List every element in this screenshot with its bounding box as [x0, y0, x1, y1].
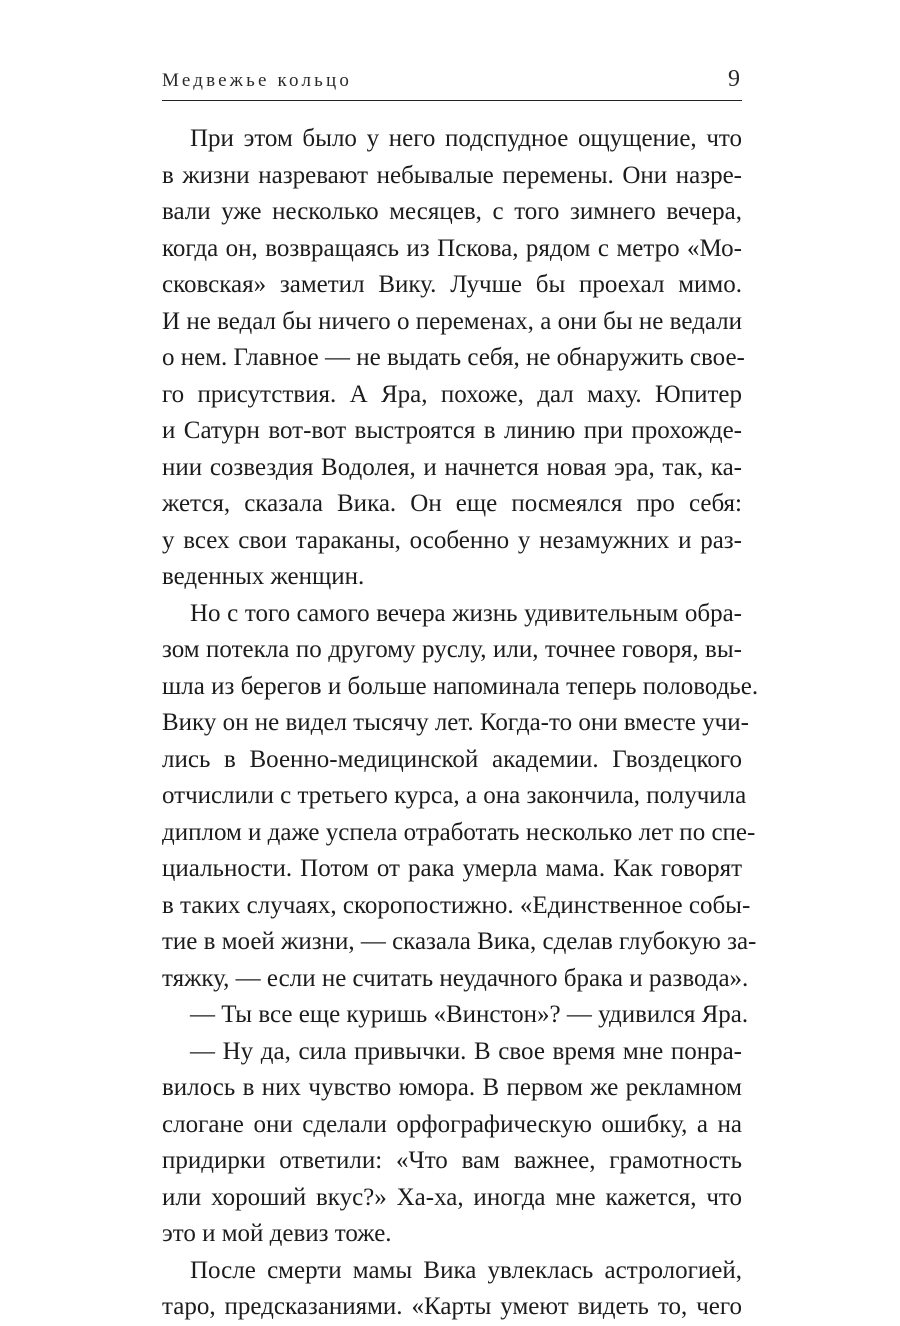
text-line: придирки ответили: «Что вам важнее, грамотность: [162, 1147, 742, 1174]
text-line: у всех свои тараканы, особенно у незамужних и раз-: [162, 526, 742, 554]
text-line: слогане они сделали орфографическую ошибку, а на: [162, 1110, 742, 1138]
text-line: и Сатурн вот-вот выстроятся в линию при прохожде-: [162, 417, 742, 444]
text-line: жется, сказала Вика. Он еще посмеялся про себя:: [162, 490, 742, 517]
text-line: лись в Военно-медицинской академии. Гвоздецкого: [162, 745, 742, 773]
paragraph: [162, 1253, 742, 1326]
dialogue-paragraph: [162, 997, 749, 1034]
dialogue-paragraph: [162, 1034, 742, 1253]
text-line: когда он, возвращаясь из Пскова, рядом с метро «Мо-: [162, 234, 742, 262]
body-text: [162, 121, 759, 1326]
text-line: — Ну да, сила привычки. В свое время мне понра-: [190, 1037, 742, 1065]
text-line: вали уже несколько месяцев, с того зимнего вечера,: [162, 198, 742, 225]
text-line: или хороший вкус?» Ха-ха, иногда мне кажется, что: [162, 1183, 742, 1211]
text-line: отчислили с третьего курса, а она закончила, получила: [162, 782, 747, 809]
text-line: таро, предсказаниями. «Карты умеют видеть то, чего: [162, 1293, 742, 1320]
text-line: зом потекла по другому руслу, или, точнее говоря, вы-: [162, 636, 742, 663]
text-line: диплом и даже успела отработать несколько лет по спе-: [162, 818, 756, 846]
text-line: нии созвездия Водолея, и начнется новая эра, так, ка-: [162, 453, 742, 481]
text-line: тие в моей жизни, — сказала Вика, сделав глубокую за-: [162, 928, 757, 955]
text-line: сковская» заметил Вику. Лучше бы проехал мимо.: [162, 271, 742, 298]
running-header: [162, 66, 742, 101]
text-line: в таких случаях, скоропостижно. «Единственное собы-: [162, 891, 751, 919]
text-line: о нем. Главное — не выдать себя, не обнаружить свое-: [162, 344, 745, 371]
text-line: При этом было у него подспудное ощущение, что: [190, 125, 742, 152]
text-line: тяжку, — если не считать неудачного брака и развода».: [162, 964, 749, 992]
text-line: Но с того самого вечера жизнь удивительным обра-: [190, 599, 742, 627]
text-line: — Ты все еще куришь «Винстон»? — удивился Яра.: [190, 1001, 749, 1028]
text-line: вилось в них чувство юмора. В первом же рекламном: [162, 1074, 742, 1101]
text-line: шла из берегов и больше напоминала теперь половодье.: [162, 672, 759, 700]
text-line: веденных женщин.: [162, 563, 365, 590]
paragraph: [162, 121, 745, 596]
text-line: го присутствия. А Яра, похоже, дал маху. Юпитер: [162, 380, 742, 408]
text-line: И не ведал бы ничего о переменах, а они бы не ведали: [162, 307, 742, 335]
text-line: циальности. Потом от рака умерла мама. Как говорят: [162, 855, 742, 882]
running-title: Медвежье кольцо: [162, 70, 353, 91]
text-line: в жизни назревают небывалые перемены. Они назре-: [162, 161, 742, 189]
text-line: После смерти мамы Вика увлеклась астрологией,: [190, 1256, 742, 1284]
page-number: 9: [728, 66, 740, 92]
paragraph: [162, 596, 759, 998]
text-line: Вику он не видел тысячу лет. Когда-то они вместе учи-: [162, 709, 749, 736]
text-line: это и мой девиз тоже.: [162, 1220, 392, 1247]
